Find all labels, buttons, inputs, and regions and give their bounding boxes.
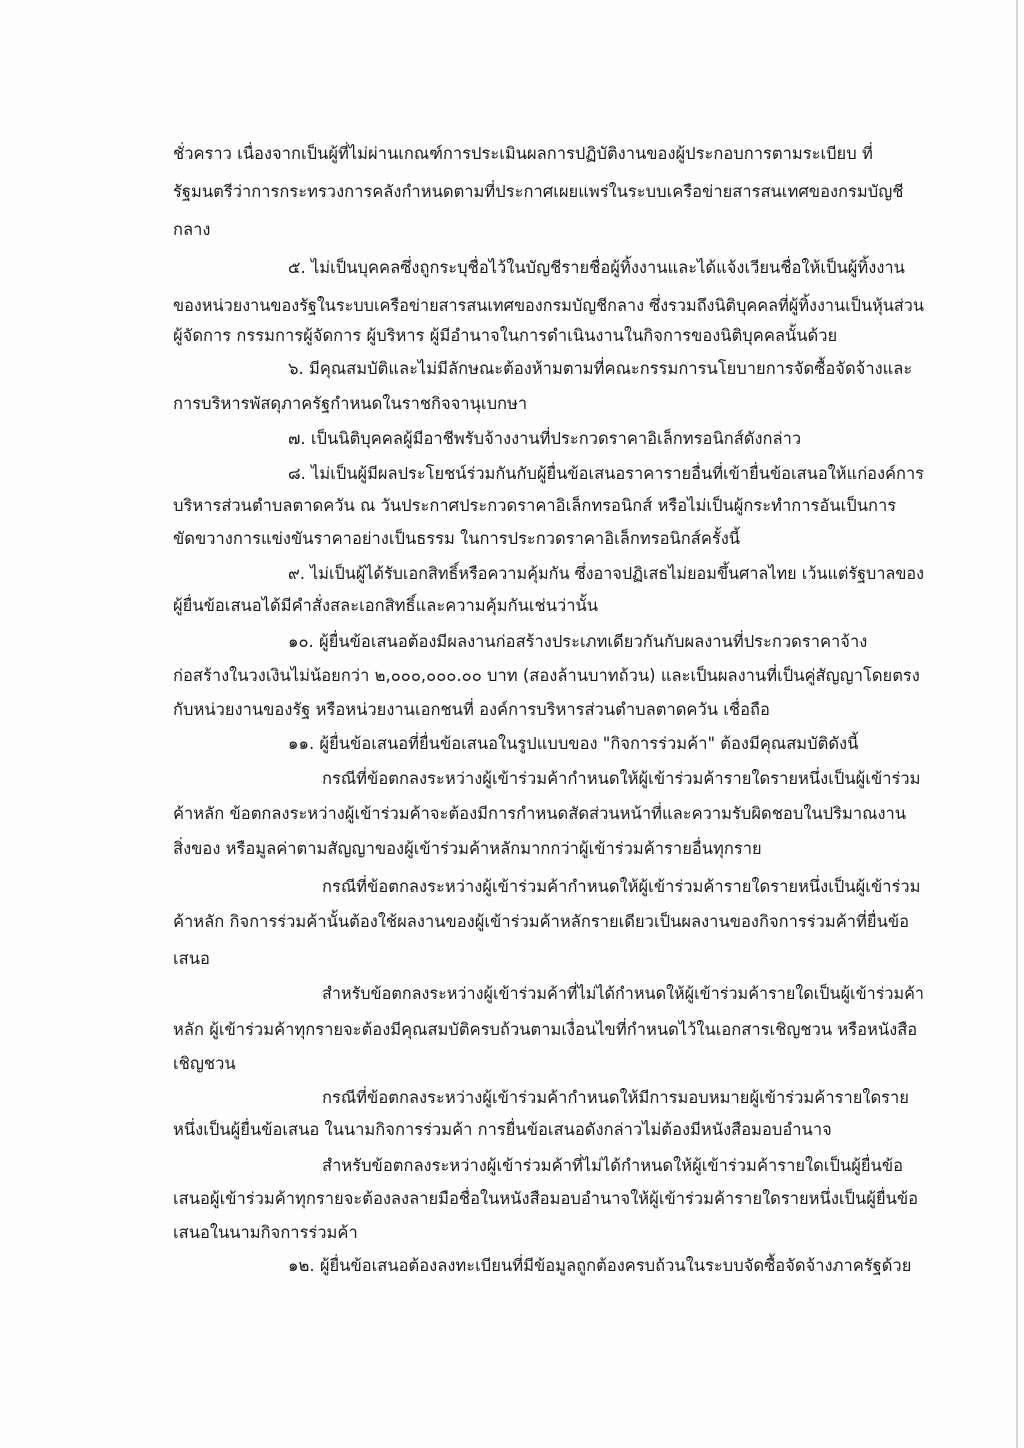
text-line: กรณีที่ข้อตกลงระหว่างผู้เข้าร่วมค้ากำหนดให้ผู้เข้าร่วมค้ารายใดรายหนึ่งเป็นผู้เข้าร่วม (322, 769, 921, 788)
text-line: ก่อสร้างในวงเงินไม่น้อยกว่า ๒,๐๐๐,๐๐๐.๐๐ บาท (สองล้านบาทถ้วน) และเป็นผลงานที่เป็นคู่สัญญาโดยตรง (173, 666, 920, 685)
scan-edge-line (1016, 0, 1018, 1448)
text-line: ค้าหลัก กิจการร่วมค้านั้นต้องใช้ผลงานของผู้เข้าร่วมค้าหลักรายเดียวเป็นผลงานของกิจการร่วมค้าที่ยื่นข้อ (173, 912, 910, 931)
text-line: ๙. ไม่เป็นผู้ได้รับเอกสิทธิ์หรือความคุ้มกัน ซึ่งอาจปฏิเสธไม่ยอมขึ้นศาลไทย เว้นแต่รัฐบาลของ (288, 564, 925, 583)
text-line: สำหรับข้อตกลงระหว่างผู้เข้าร่วมค้าที่ไม่ได้กำหนดให้ผู้เข้าร่วมค้ารายใดเป็นผู้ยื่นข้อ (322, 1156, 904, 1175)
text-line: ๘. ไม่เป็นผู้มีผลประโยชน์ร่วมกันกับผู้ยื่นข้อเสนอราคารายอื่นที่เข้ายื่นข้อเสนอให้แก่องค์การ (288, 464, 925, 483)
text-line: ๑๒. ผู้ยื่นข้อเสนอต้องลงทะเบียนที่มีข้อมูลถูกต้องครบถ้วนในระบบจัดซื้อจัดจ้างภาครัฐด้วย (288, 1256, 912, 1275)
text-line: เชิญชวน (173, 1054, 236, 1073)
text-line: ๑๐. ผู้ยื่นข้อเสนอต้องมีผลงานก่อสร้างประเภทเดียวกันกับผลงานที่ประกวดราคาจ้าง (288, 632, 868, 651)
text-line: บริหารส่วนตำบลตาดควัน ณ วันประกาศประกวดราคาอิเล็กทรอนิกส์ หรือไม่เป็นผู้กระทำการอันเป็นการ (173, 496, 897, 515)
text-line: ของหน่วยงานของรัฐในระบบเครือข่ายสารสนเทศของกรมบัญชีกลาง ซึ่งรวมถึงนิติบุคคลที่ผู้ทิ้งงานเป็นหุ้นส่วน (173, 296, 925, 315)
text-line: หลัก ผู้เข้าร่วมค้าทุกรายจะต้องมีคุณสมบัติครบถ้วนตามเงื่อนไขที่กำหนดไว้ในเอกสารเชิญชวน หรือหนังสือ (173, 1020, 918, 1039)
text-line: สำหรับข้อตกลงระหว่างผู้เข้าร่วมค้าที่ไม่ได้กำหนดให้ผู้เข้าร่วมค้ารายใดเป็นผู้เข้าร่วมค้า (322, 984, 925, 1003)
text-line: หนึ่งเป็นผู้ยื่นข้อเสนอ ในนามกิจการร่วมค้า การยื่นข้อเสนอดังกล่าวไม่ต้องมีหนังสือมอบอำนาจ (173, 1120, 832, 1139)
text-line: ๖. มีคุณสมบัติและไม่มีลักษณะต้องห้ามตามที่คณะกรรมการนโยบายการจัดซื้อจัดจ้างและ (288, 359, 913, 378)
text-line: ๗. เป็นนิติบุคคลผู้มีอาชีพรับจ้างงานที่ประกวดราคาอิเล็กทรอนิกส์ดังกล่าว (288, 429, 802, 448)
text-line: ขัดขวางการแข่งขันราคาอย่างเป็นธรรม ในการประกวดราคาอิเล็กทรอนิกส์ครั้งนี้ (173, 529, 741, 548)
text-line: กับหน่วยงานของรัฐ หรือหน่วยงานเอกชนที่ องค์การบริหารส่วนตำบลตาดควัน เชื่อถือ (173, 700, 770, 719)
text-line: ค้าหลัก ข้อตกลงระหว่างผู้เข้าร่วมค้าจะต้องมีการกำหนดสัดส่วนหน้าที่และความรับผิดชอบในปริมาณงาน (173, 804, 907, 823)
text-line: ๕. ไม่เป็นบุคคลซึ่งถูกระบุชื่อไว้ในบัญชีรายชื่อผู้ทิ้งงานและได้แจ้งเวียนชื่อให้เป็นผู้ทิ้งงาน (288, 258, 905, 277)
text-line: การบริหารพัสดุภาครัฐกำหนดในราชกิจจานุเบกษา (173, 394, 528, 413)
text-line: สิ่งของ หรือมูลค่าตามสัญญาของผู้เข้าร่วมค้าหลักมากกว่าผู้เข้าร่วมค้ารายอื่นทุกราย (173, 839, 762, 858)
text-line: ผู้จัดการ กรรมการผู้จัดการ ผู้บริหาร ผู้มีอำนาจในการดำเนินงานในกิจการของนิติบุคคลนั้นด้วย (173, 326, 838, 345)
text-line: ผู้ยื่นข้อเสนอได้มีคำสั่งสละเอกสิทธิ์และความคุ้มกันเช่นว่านั้น (173, 596, 599, 615)
text-line: เสนอผู้เข้าร่วมค้าทุกรายจะต้องลงลายมือชื่อในหนังสือมอบอำนาจให้ผู้เข้าร่วมค้ารายใดรายหนึ่งเป็นผู้ยื่นข้อ (173, 1189, 919, 1208)
text-line: กรณีที่ข้อตกลงระหว่างผู้เข้าร่วมค้ากำหนดให้มีการมอบหมายผู้เข้าร่วมค้ารายใดราย (322, 1088, 909, 1107)
text-line: ชั่วคราว เนื่องจากเป็นผู้ที่ไม่ผ่านเกณฑ์การประเมินผลการปฏิบัติงานของผู้ประกอบการตามระเบียบ ที่ (173, 144, 873, 163)
text-line: เสนอในนามกิจการร่วมค้า (173, 1223, 358, 1242)
text-line: กลาง (173, 220, 211, 239)
text-line: เสนอ (173, 949, 210, 968)
text-line: ๑๑. ผู้ยื่นข้อเสนอที่ยื่นข้อเสนอในรูปแบบของ "กิจการร่วมค้า" ต้องมีคุณสมบัติดังนี้ (288, 734, 859, 753)
text-line: รัฐมนตรีว่าการกระทรวงการคลังกำหนดตามที่ประกาศเผยแพร่ในระบบเครือข่ายสารสนเทศของกรมบัญชี (173, 182, 904, 201)
text-line: กรณีที่ข้อตกลงระหว่างผู้เข้าร่วมค้ากำหนดให้ผู้เข้าร่วมค้ารายใดรายหนึ่งเป็นผู้เข้าร่วม (322, 877, 921, 896)
